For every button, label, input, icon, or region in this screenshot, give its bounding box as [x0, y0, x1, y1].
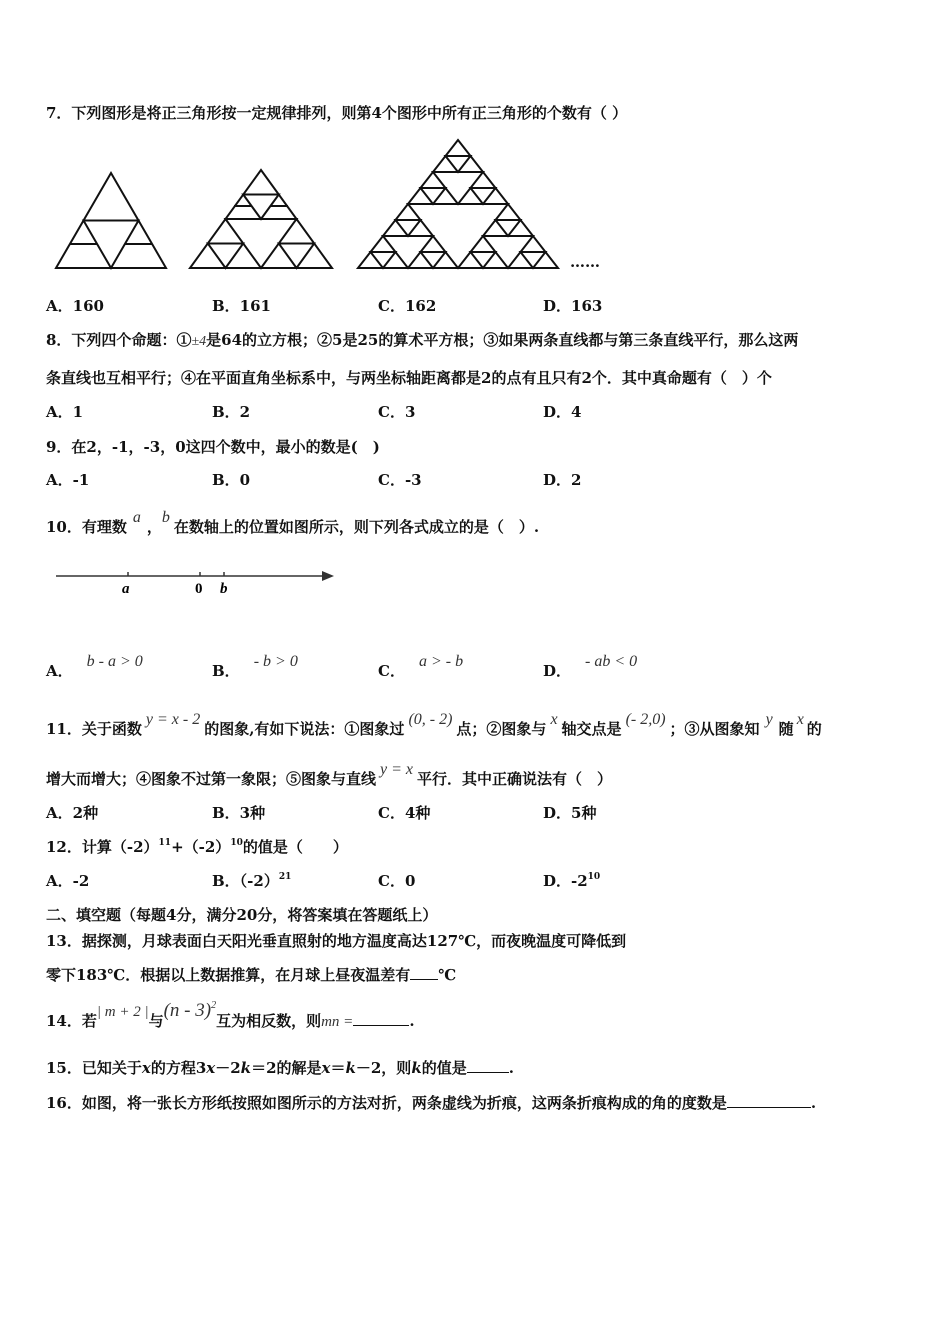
- q14-square-expr: (n - 3): [163, 1000, 212, 1021]
- q11-text-6: 随: [778, 720, 794, 738]
- q8-option-d: D．4: [543, 403, 582, 421]
- q8-option-c: C．3: [378, 403, 416, 421]
- q11-text-7: 的: [806, 720, 822, 738]
- q8-line-2: 条直线也互相平行；④在平面直角坐标系中，与两坐标轴距离都是2的点有且只有2个．其中真命题有（ ）个: [46, 369, 772, 387]
- q7-option-d: D．163: [543, 297, 603, 315]
- q11-line-1: [46, 711, 822, 739]
- q15-text-b: 的方程3: [150, 1059, 207, 1077]
- q8-option-a: A．1: [46, 403, 84, 421]
- q10-var-b: b: [161, 509, 170, 526]
- q15-text: [46, 1057, 514, 1078]
- q11-option-a: A．2种: [46, 804, 99, 822]
- q12-exp-11: 11: [158, 838, 172, 848]
- q12-option-d-base: D．-2: [543, 872, 588, 890]
- q9-option-d: D．2: [543, 471, 582, 489]
- q14-exponent: 2: [211, 1000, 217, 1011]
- q12-option-c: C．0: [378, 872, 416, 890]
- q13-line-1: 13．据探测，月球表面白天阳光垂直照射的地方温度高达127℃，而夜晚温度可降低到: [46, 932, 627, 950]
- q10-text-b: 在数轴上的位置如图所示，则下列各式成立的是（ ）.: [173, 518, 540, 536]
- q7-text: 7．下列图形是将正三角形按一定规律排列，则第4个图形中所有正三角形的个数有（ ）: [46, 104, 628, 122]
- q15-text-e: ＝: [330, 1059, 346, 1077]
- q15-text-g: 的值是: [421, 1059, 467, 1077]
- q7-option-a: A．160: [46, 297, 104, 315]
- q10-option-d-math: - ab < 0: [585, 653, 638, 670]
- axis-label-a: a: [122, 581, 130, 597]
- q10-text-a: 10．有理数: [46, 518, 127, 536]
- q15-var-x-2: x: [206, 1059, 216, 1077]
- q11-text-3: 点；②图象与: [456, 720, 547, 738]
- q8-text-a: 8．下列四个命题：①: [46, 331, 192, 349]
- q14-text: [46, 1000, 415, 1032]
- q10-option-b-letter: B．: [212, 662, 240, 680]
- q7-option-c: C．162: [378, 297, 437, 315]
- q10-option-a-letter: A．: [46, 662, 73, 680]
- triangle-figure-2: [190, 170, 332, 268]
- q10-option-c-math: a > - b: [418, 653, 464, 670]
- triangle-figure-1: [56, 173, 166, 268]
- q8-math-pm4: ±4: [191, 334, 207, 349]
- q8-option-b: B．2: [212, 403, 251, 421]
- axis-label-b: b: [220, 581, 228, 597]
- q14-abs-expr: | m + 2 |: [96, 1004, 149, 1020]
- q10-option-a-math: b - a > 0: [86, 653, 143, 670]
- q11-var-x-1: x: [550, 711, 558, 728]
- q15-text-c: －2: [215, 1059, 241, 1077]
- q11-var-x-2: x: [796, 711, 804, 728]
- q11-line-2: [46, 761, 613, 789]
- q13-unit: ℃: [438, 966, 457, 984]
- q11-text-4: 轴交点是: [561, 720, 622, 738]
- q16-answer-blank[interactable]: [727, 1093, 811, 1108]
- q13-answer-blank[interactable]: [410, 965, 438, 980]
- q10-option-b-math: - b > 0: [253, 653, 298, 670]
- q9-option-c: C．-3: [378, 471, 422, 489]
- q10-number-line: [50, 562, 350, 602]
- q9-option-a: A．-1: [46, 471, 90, 489]
- q11-option-b: B．3种: [212, 804, 266, 822]
- q11-text-1: 11．关于函数: [46, 720, 142, 738]
- q15-var-k-2: k: [345, 1059, 356, 1077]
- q15-text-f: －2，则: [355, 1059, 412, 1077]
- q12-text-a: 12．计算（-2）: [46, 838, 159, 856]
- q12-text-c: 的值是（ ）: [242, 838, 348, 856]
- q11-point-2: (- 2,0): [625, 711, 666, 728]
- triangle-figure-3: [358, 140, 558, 268]
- q7-triangle-figures: [40, 135, 620, 280]
- q15-text-a: 15．已知关于: [46, 1059, 142, 1077]
- q15-text-d: ＝2的解是: [251, 1059, 322, 1077]
- q8-line-1: [46, 329, 798, 350]
- q11-point-1: (0, - 2): [408, 711, 453, 728]
- q15-var-k-1: k: [240, 1059, 252, 1077]
- q10-var-a: a: [132, 509, 141, 526]
- q15-answer-blank[interactable]: [467, 1058, 509, 1073]
- q14-mn-expr: mn =: [321, 1014, 354, 1030]
- q10-option-a: [46, 653, 143, 681]
- q16-period: .: [810, 1094, 817, 1112]
- q15-var-x-3: x: [321, 1059, 331, 1077]
- q11-function: y = x - 2: [145, 711, 201, 728]
- axis-label-0: 0: [195, 581, 203, 597]
- q9-option-b: B．0: [212, 471, 251, 489]
- q13-line-2-a: 零下183℃．根据以上数据推算，在月球上昼夜温差有: [46, 966, 411, 984]
- q10-comma: ，: [146, 518, 162, 536]
- q10-option-b: [212, 653, 298, 681]
- q14-text-b: 与: [148, 1012, 164, 1030]
- q8-text-b: 是64的立方根；②5是25的算术平方根；③如果两条直线都与第三条直线平行，那么这两: [206, 331, 799, 349]
- q10-option-c: [378, 653, 464, 681]
- q11-var-y: y: [765, 711, 773, 728]
- q16-text: [46, 1092, 816, 1113]
- q11-option-c: C．4种: [378, 804, 431, 822]
- q10-text: [46, 509, 540, 537]
- q15-var-k-3: k: [411, 1059, 422, 1077]
- q11-line-2-a: 增大而增大；④图象不过第一象限；⑤图象与直线: [46, 770, 377, 788]
- q7-option-b: B．161: [212, 297, 271, 315]
- q11-line-2-b: 平行．其中正确说法有（ ）: [417, 770, 613, 788]
- q11-line-yx: y = x: [380, 761, 414, 778]
- q16-text-a: 16．如图，将一张长方形纸按照如图所示的方法对折，两条虚线为折痕，这两条折痕构成的角的度数是: [46, 1094, 727, 1112]
- q12-option-b-base: B．（-2）: [212, 872, 279, 890]
- q7-ellipsis: ……: [570, 253, 600, 271]
- q12-option-b: [212, 870, 291, 891]
- q12-option-b-exp: 21: [278, 872, 292, 882]
- q12-text-b: +（-2）: [171, 838, 231, 856]
- q14-text-c: 互为相反数，则: [216, 1012, 322, 1030]
- q12-option-d: [543, 870, 600, 891]
- q12-option-d-exp: 10: [587, 872, 601, 882]
- q10-option-c-letter: C．: [378, 662, 405, 680]
- q11-text-5: ；③从图象知: [669, 720, 760, 738]
- q14-period: .: [409, 1012, 415, 1030]
- q10-option-d-letter: D．: [543, 662, 572, 680]
- q14-answer-blank[interactable]: [353, 1011, 409, 1026]
- q9-text: 9．在2，-1，-3，0这四个数中，最小的数是( ): [46, 438, 380, 456]
- section-2-heading: 二、填空题（每题4分，满分20分，将答案填在答题纸上）: [46, 906, 438, 924]
- q12-exp-10: 10: [230, 838, 243, 848]
- q15-var-x-1: x: [141, 1059, 151, 1077]
- q10-option-d: [543, 653, 638, 681]
- q15-period: .: [508, 1059, 514, 1077]
- q11-option-d: D．5种: [543, 804, 597, 822]
- q11-text-2: 的图象,有如下说法：①图象过: [204, 720, 405, 738]
- q14-text-a: 14．若: [46, 1012, 97, 1030]
- q12-text: [46, 836, 348, 857]
- q13-line-2: [46, 964, 456, 985]
- q12-option-a: A．-2: [46, 872, 90, 890]
